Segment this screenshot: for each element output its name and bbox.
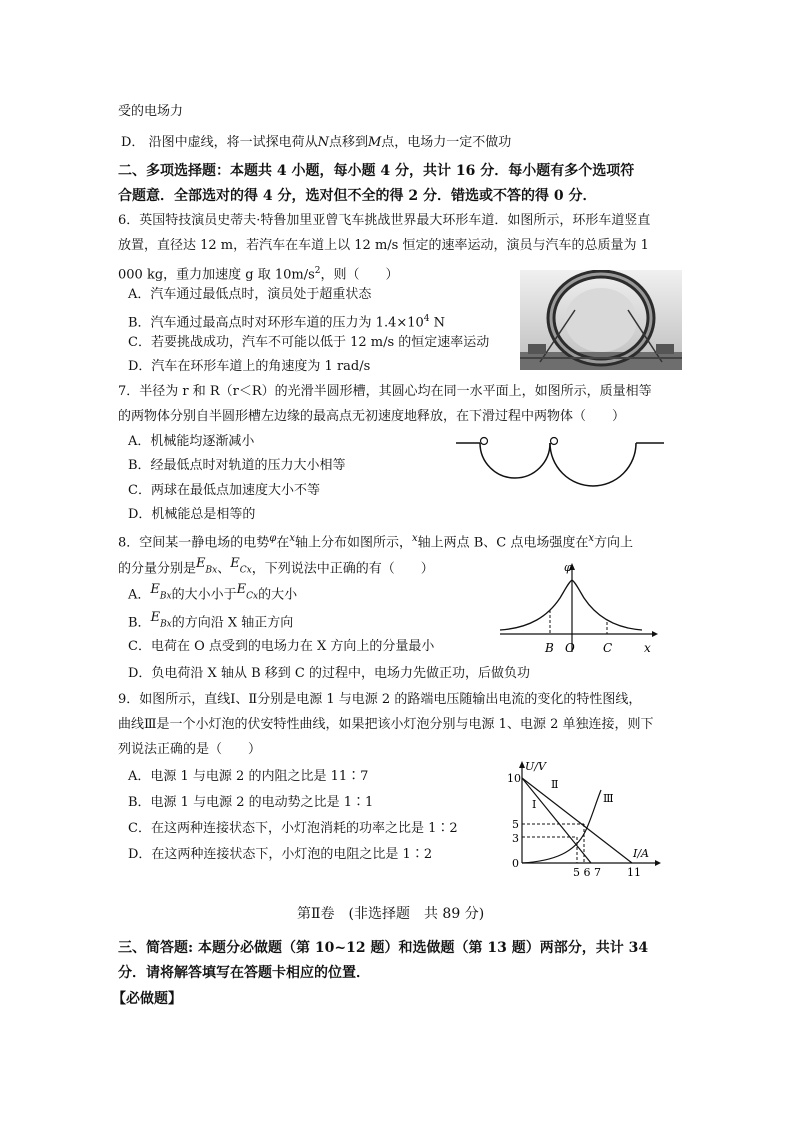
tick-10: 10: [507, 772, 521, 785]
i-axis-label: I/A: [633, 847, 649, 860]
stem-text: 轴上两点 B、C 点电场强度在: [417, 535, 589, 551]
u-i-graph-diagram: [505, 760, 665, 878]
continuation-text: 受的电场力: [118, 104, 184, 119]
point-n: N: [317, 135, 329, 150]
e-symbol: E: [150, 610, 161, 625]
b-label: B: [545, 641, 554, 655]
section2-heading-line2: 合题意．全部选对的得 4 分，选对但不全的得 2 分．错选或不答的得 0 分．: [118, 188, 597, 204]
small-ball-icon: [481, 438, 488, 445]
option-label: B．: [128, 615, 151, 631]
e-symbol: E: [196, 556, 206, 571]
option-text: 点，电场力一定不做功: [381, 135, 512, 150]
stem-text: ，则（ ）: [320, 267, 399, 283]
q8-option-c: C．电荷在 O 点受到的电场力在 X 方向上的分量最小: [128, 639, 435, 654]
stem-text: 8．空间某一静电场的电势: [118, 535, 270, 551]
q7-stem-line2: 的两物体分别自半圆形槽左边缘的最高点无初速度地释放，在下滑过程中两物体（ ）: [118, 409, 626, 424]
option-text: 点移到: [328, 135, 368, 150]
q8-stem-line1: [118, 530, 633, 552]
q6-stem-line2: 放置，直径达 12 m，若汽车在车道上以 12 m/s 恒定的速率运动，演员与汽车的总质量为 1: [118, 238, 649, 253]
line-one-label: Ⅰ: [532, 798, 537, 811]
i-axis-arrow-icon: [655, 860, 661, 866]
line-two-label: Ⅱ: [551, 778, 559, 791]
required-heading: 【必做题】: [112, 991, 182, 1007]
q7-option-b: B．经最低点时对轨道的压力大小相等: [128, 458, 346, 473]
section2-heading-line1: 二、多项选择题：本题共 4 小题，每小题 4 分，共计 16 分．每小题有多个选项符: [118, 163, 635, 179]
e-symbol: E: [230, 556, 240, 571]
subscript: Cx: [239, 565, 252, 576]
stem-text: ，下列说法中正确的有（ ）: [251, 561, 434, 577]
stem-text: 轴上分布如图所示，: [294, 535, 412, 551]
stem-text: 的分量分别是: [118, 561, 197, 577]
q8-option-b: [128, 609, 293, 633]
stem-text: 方向上: [594, 535, 634, 551]
e-symbol: E: [150, 582, 160, 597]
subscript: Bx: [205, 565, 218, 576]
q8-stem-line2: [118, 555, 434, 579]
q6-option-b: [128, 310, 445, 332]
potential-curve: [500, 580, 642, 630]
q6-option-c: C．若要挑战成功，汽车不可能以低于 12 m/s 的恒定速率运动: [128, 335, 490, 350]
x-label: x: [644, 641, 651, 655]
tick-11: 11: [627, 866, 641, 878]
option-text: 的大小: [258, 587, 298, 603]
superscript: 4: [423, 314, 430, 324]
q9-option-a: A．电源 1 与电源 2 的内阻之比是 11∶7: [128, 769, 369, 784]
x-symbol: x: [588, 533, 595, 544]
q7-stem-line1: 7．半径为 r 和 R（r＜R）的光滑半圆形槽，其圆心均在同一水平面上，如图所示，质量相等: [118, 384, 652, 399]
section3-heading-line1: 三、简答题: 本题分必做题（第 10~12 题）和选做题（第 13 题）两部分，共计 34: [118, 940, 649, 956]
part2-title: 第Ⅱ卷 (非选择题 共 89 分): [297, 906, 485, 922]
q6-option-a: A．汽车通过最低点时，演员处于超重状态: [128, 287, 372, 302]
q9-stem-line2: 曲线Ⅲ是一个小灯泡的伏安特性曲线，如果把该小灯泡分别与电源 1、电源 2 单独连接，则下: [118, 717, 654, 732]
subscript: Bx: [160, 619, 172, 630]
x-symbol: x: [411, 533, 418, 544]
curve-three-label: Ⅲ: [603, 792, 614, 805]
option-text: 的方向沿 X 轴正方向: [171, 615, 294, 631]
separator: 、: [217, 561, 231, 577]
q7-option-c: C．两球在最低点加速度大小不等: [128, 483, 320, 498]
x-symbol: x: [289, 533, 295, 544]
semicircle-grooves-diagram: [450, 435, 670, 510]
phi-label: φ: [564, 562, 572, 574]
potential-curve-diagram: [490, 562, 660, 658]
subscript: Bx: [159, 591, 172, 602]
stem-text: 000 kg，重力加速度 g 取 10m/s: [118, 267, 315, 283]
phi-symbol: φ: [269, 533, 277, 544]
q7-option-a: A．机械能均逐渐减小: [128, 434, 255, 449]
q7-option-d: D．机械能总是相等的: [128, 507, 256, 522]
o-label: O: [565, 641, 575, 655]
tick-3: 3: [512, 832, 519, 845]
stem-text: 在: [276, 535, 290, 551]
option-text: 的大小小于: [171, 587, 237, 603]
option-text: N: [429, 315, 446, 331]
q6-stem-line1: 6．英国特技演员史蒂夫·特鲁加里亚曾飞车挑战世界最大环形车道．如图所示，环形车道竖直: [118, 213, 651, 228]
q9-stem-line1: 9．如图所示，直线Ⅰ、Ⅱ分别是电源 1 与电源 2 的路端电压随输出电流的变化的特性图线，: [118, 692, 642, 707]
option-label: D．: [121, 135, 145, 150]
subscript: Cx: [246, 591, 259, 602]
point-m: M: [367, 135, 382, 150]
q9-stem-line3: 列说法正确的是（ ）: [118, 742, 262, 757]
q9-option-d: D．在这两种连接状态下，小灯泡的电阻之比是 1∶2: [128, 847, 433, 862]
superscript: 2: [314, 266, 321, 276]
loop-track-photo: [520, 270, 682, 370]
e-symbol: E: [236, 582, 247, 597]
q9-option-c: C．在这两种连接状态下，小灯泡消耗的功率之比是 1∶2: [128, 821, 458, 836]
origin-label: 0: [512, 857, 519, 870]
option-text: B．汽车通过最高点时对环形车道的压力为 1.4×10: [128, 315, 424, 331]
x-axis-arrow-icon: [652, 631, 658, 637]
q8-option-d: D．负电荷沿 X 轴从 B 移到 C 的过程中，电场力先做正功，后做负功: [128, 666, 530, 681]
option-text: 沿图中虚线，将一试探电荷从: [148, 135, 318, 150]
c-label: C: [603, 641, 613, 655]
q9-option-b: B．电源 1 与电源 2 的电动势之比是 1∶1: [128, 795, 374, 810]
tick-5-6-7: 5 6 7: [573, 866, 601, 878]
option-label: A．: [128, 587, 151, 603]
q6-stem-line3: [118, 262, 399, 284]
small-ball-icon: [551, 438, 558, 445]
q5-option-d: [121, 134, 511, 152]
q8-option-a: [128, 581, 297, 605]
u-axis-label: U/V: [525, 760, 546, 773]
tick-5: 5: [512, 818, 519, 831]
section3-heading-line2: 分．请将解答填写在答题卡相应的位置．: [118, 965, 370, 981]
q6-option-d: D．汽车在环形车道上的角速度为 1 rad/s: [128, 359, 371, 374]
line-two: [522, 778, 632, 863]
